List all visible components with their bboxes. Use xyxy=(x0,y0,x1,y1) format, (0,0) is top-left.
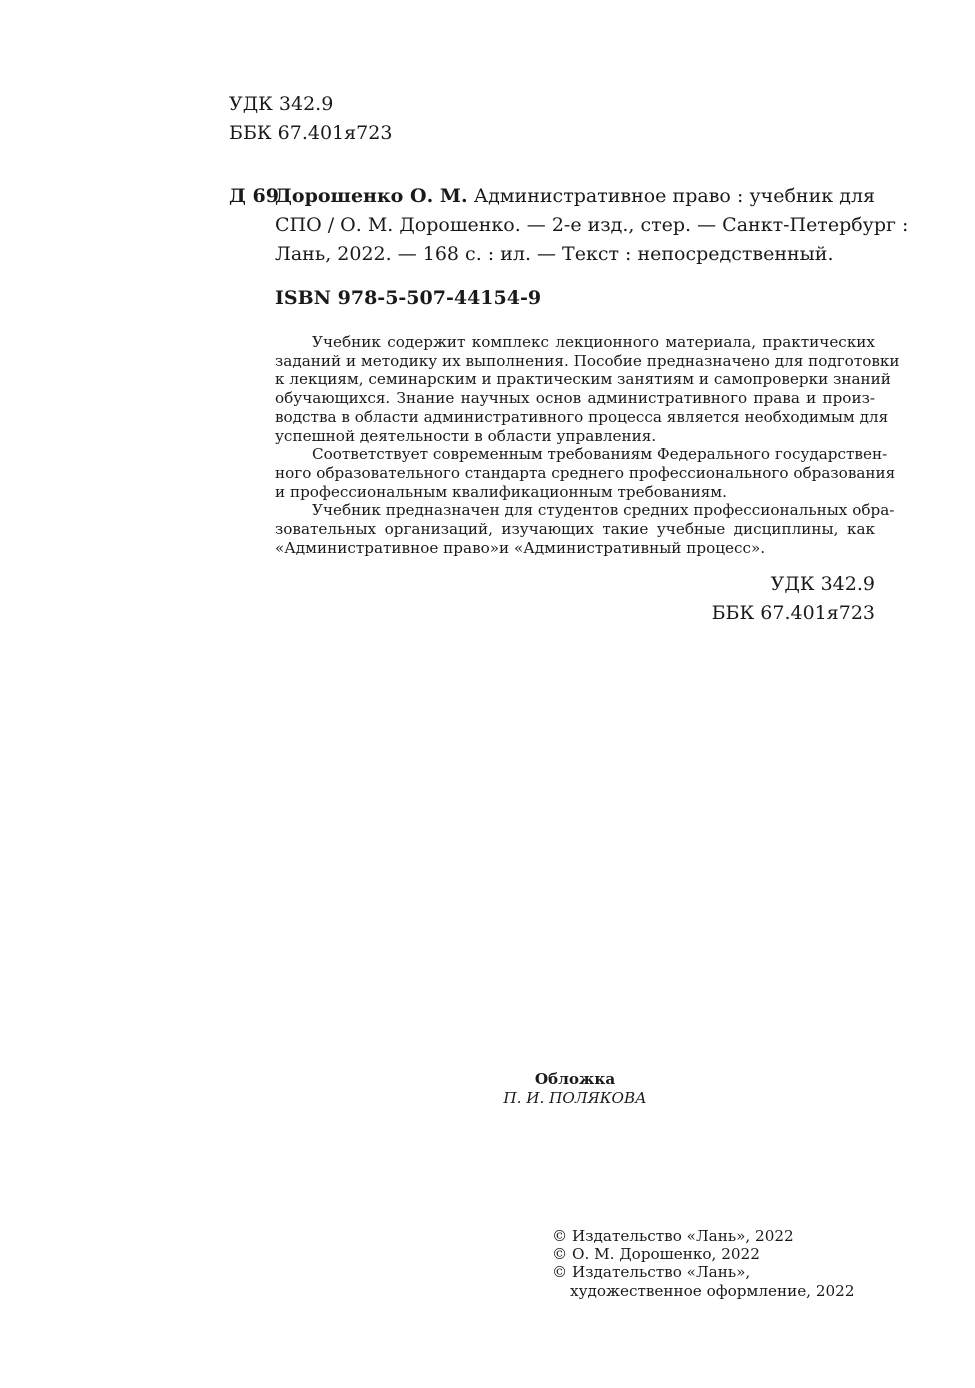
bibliographic-record xyxy=(275,182,909,269)
classification-codes-bottom xyxy=(712,570,875,628)
copyright-line: © Издательство «Лань», xyxy=(552,1263,751,1282)
abstract-line: «Административное право»и «Административный процесс». xyxy=(275,538,766,557)
abstract-line: Соответствует современным требованиям Федерального государствен- xyxy=(312,445,888,464)
biblio-line-1 xyxy=(275,182,875,211)
isbn: ISBN 978-5-507-44154-9 xyxy=(275,287,542,309)
biblio-line-3: Лань, 2022. — 168 с. : ил. — Текст : непосредственный. xyxy=(275,243,834,265)
udk-code: УДК 342.9 xyxy=(770,573,875,595)
copyright-line: художественное оформление, 2022 xyxy=(570,1281,855,1300)
abstract-line: успешной деятельности в области управления. xyxy=(275,426,657,445)
abstract-line: обучающихся. Знание научных основ административного права и произ- xyxy=(275,389,875,408)
bbk-code: ББК 67.401я723 xyxy=(229,122,393,144)
abstract-line: водства в области административного процесса является необходимым для xyxy=(275,407,889,426)
biblio-title: Административное право : учебник для xyxy=(467,185,875,207)
author-name: Дорошенко О. М. xyxy=(275,185,468,207)
copyright-line: © Издательство «Лань», 2022 xyxy=(552,1227,794,1245)
abstract-line: заданий и методику их выполнения. Пособие предназначено для подготовки xyxy=(275,351,900,370)
author-cipher: Д 69 xyxy=(229,185,279,207)
abstract-line: Учебник предназначен для студентов средних профессиональных обра- xyxy=(312,501,895,520)
copyright-line: © О. М. Дорошенко, 2022 xyxy=(552,1245,760,1264)
cover-designer: П. И. ПОЛЯКОВА xyxy=(503,1088,647,1107)
classification-codes-top xyxy=(229,90,392,148)
abstract-line: к лекциям, семинарским и практическим занятиям и самопроверки знаний xyxy=(275,370,891,389)
cover-credit xyxy=(500,1070,650,1107)
abstract-line: зовательных организаций, изучающих такие учебные дисциплины, как xyxy=(275,520,875,539)
udk-code: УДК 342.9 xyxy=(229,93,334,115)
abstract-line: и профессиональным квалификационным требованиям. xyxy=(275,482,727,501)
copyright-block xyxy=(552,1227,855,1300)
abstract-line: ного образовательного стандарта среднего профессионального образования xyxy=(275,463,896,482)
abstract xyxy=(275,333,900,557)
cover-caption: Обложка xyxy=(534,1070,616,1088)
biblio-line-2: СПО / О. М. Дорошенко. — 2-е изд., стер. — Санкт-Петербург : xyxy=(275,214,909,236)
bbk-code: ББК 67.401я723 xyxy=(711,602,875,624)
abstract-line: Учебник содержит комплекс лекционного материала, практических xyxy=(312,333,875,351)
